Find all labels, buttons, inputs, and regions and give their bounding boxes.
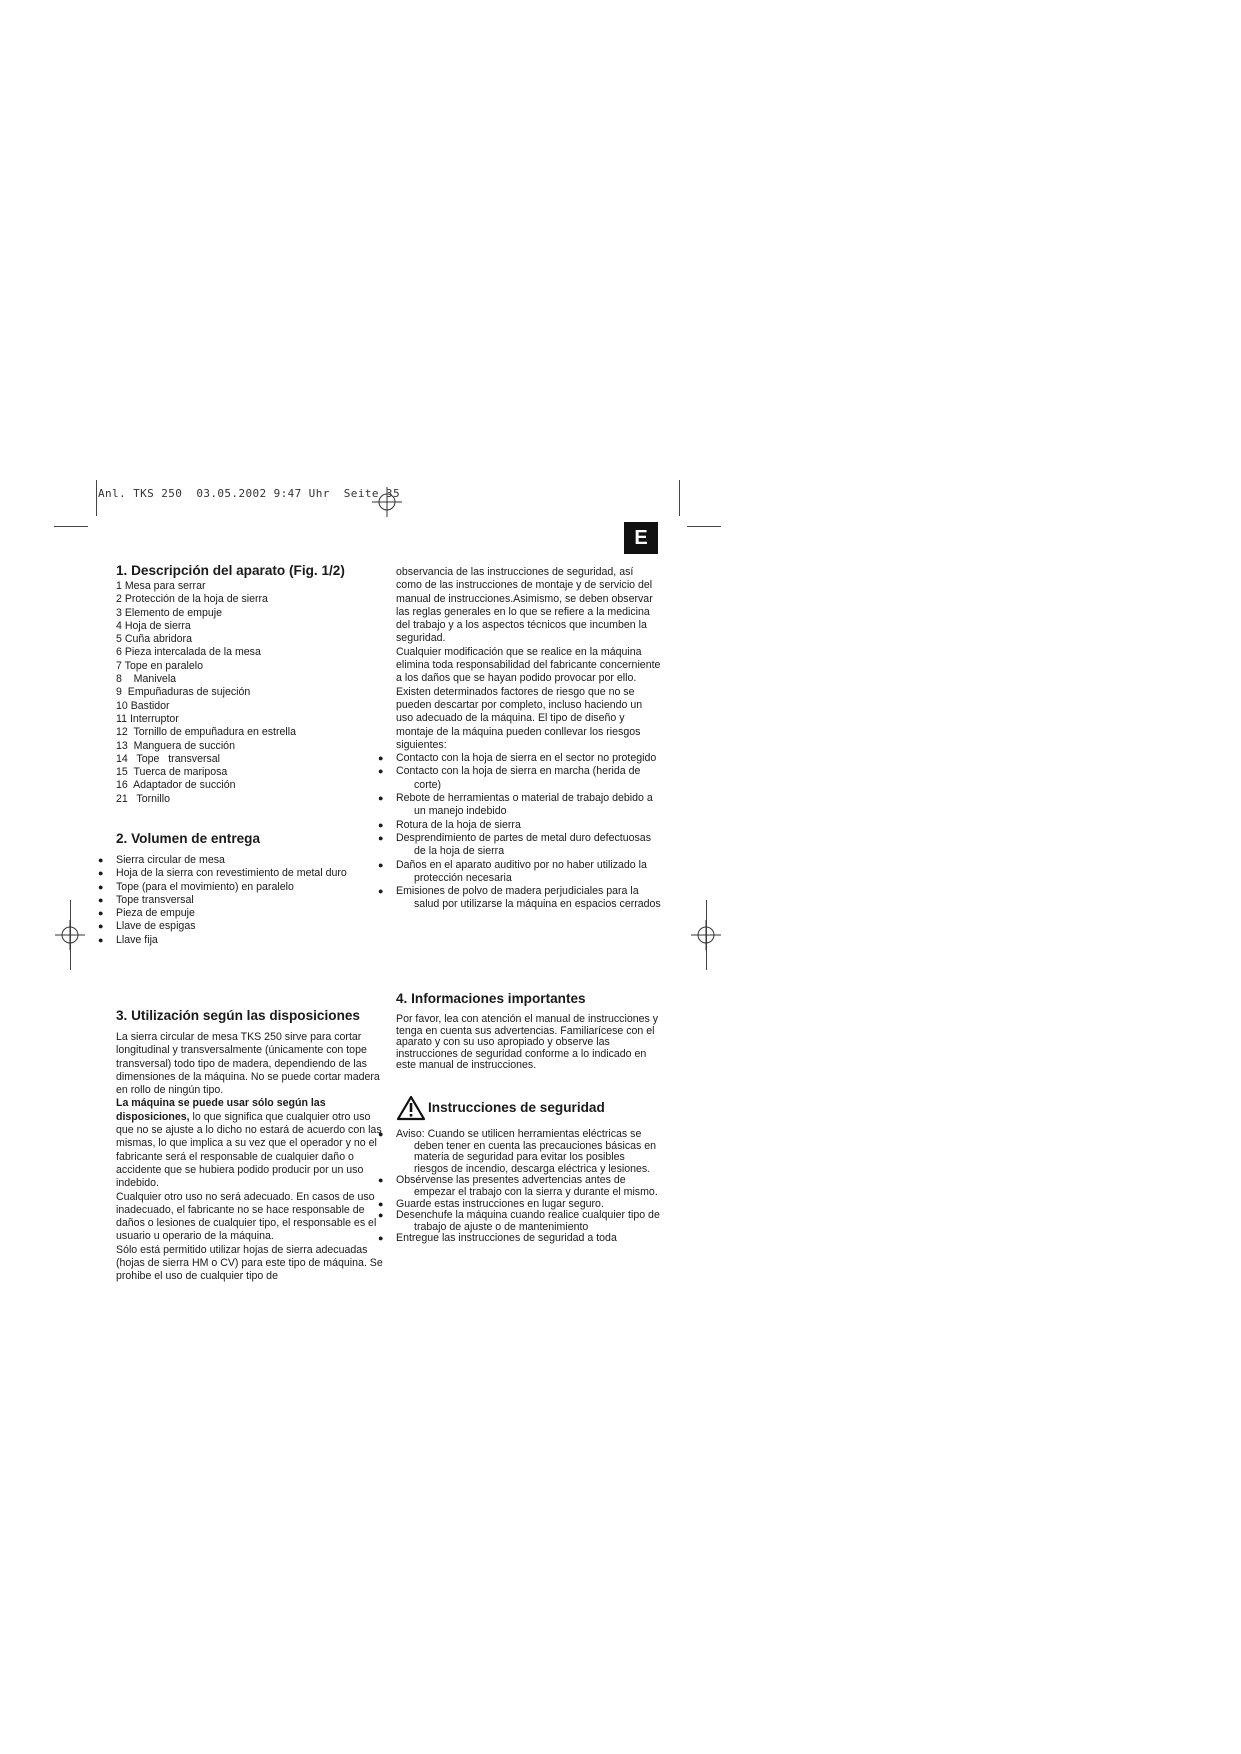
print-slug: Anl. TKS 250 03.05.2002 9:47 Uhr Seite 35: [98, 487, 400, 500]
list-item: ● Sierra circular de mesa: [116, 854, 384, 867]
list-item: ● Guarde estas instrucciones en lugar seguro.: [396, 1199, 661, 1211]
list-item: 7 Tope en paralelo: [116, 659, 203, 672]
list-item: 1 Mesa para serrar: [116, 580, 206, 592]
list-item: 9 Empuñaduras de sujeción: [116, 686, 251, 699]
list-item: ● Emisiones de polvo de madera perjudiciales para la salud por utilizarse la máquina en espacios cerrados: [396, 885, 661, 912]
list-item: ● Tope transversal: [116, 894, 384, 907]
paragraph: Sólo está permitido utilizar hojas de sierra adecuadas (hojas de sierra HM o CV) para este tipo de máquina. Se prohibe el uso de cualquier tipo de: [116, 1243, 383, 1283]
paragraph: La sierra circular de mesa TKS 250 sirve para cortar longitudinal y transversalmente (únicamente con tope transversal) todo tipo de madera, dependiendo de las dimensiones de la máquina. No se puede cortar madera en rollo de ningún tipo.: [116, 1031, 380, 1097]
paragraph: Existen determinados factores de riesgo que no se pueden descartar por completo, incluso haciendo un uso adecuado de la máquina. El tipo de diseño y montaje de la máquina pueden conllevar los riesgos siguientes:: [396, 685, 643, 751]
list-item: 8 Manivela: [116, 673, 177, 686]
section-4-title: 4. Informaciones importantes: [396, 991, 586, 1006]
safety-title: Instrucciones de seguridad: [428, 1100, 605, 1115]
list-item: ● Entregue las instrucciones de seguridad a toda: [396, 1233, 661, 1245]
list-item: 2 Protección de la hoja de sierra: [116, 593, 268, 606]
list-item: 6 Pieza intercalada de la mesa: [116, 646, 261, 659]
list-item: 3 Elemento de empuje: [116, 606, 223, 619]
list-item: 4 Hoja de sierra: [116, 619, 191, 632]
crop-mark: [687, 526, 721, 527]
list-item: ● Llave de espigas: [116, 920, 384, 933]
list-item: ● Rotura de la hoja de sierra: [396, 819, 661, 832]
paragraph: Cualquier modificación que se realice en la máquina elimina toda responsabilidad del fabricante concerniente a los daños que se hayan podido provocar por ello.: [396, 645, 661, 685]
parts-list: [116, 580, 384, 806]
list-item: ● Daños en el aparato auditivo por no haber utilizado la protección necesaria: [396, 859, 661, 886]
list-item: ● Desprendimiento de partes de metal duro defectuosas de la hoja de sierra: [396, 832, 661, 859]
warning-triangle-icon: [396, 1095, 426, 1121]
crop-mark: [96, 480, 97, 516]
section-3-title: 3. Utilización según las disposiciones: [116, 1008, 360, 1023]
important-info-section: [396, 990, 661, 1072]
paragraph: [116, 1097, 384, 1190]
crop-mark: [679, 480, 680, 516]
list-item: 12 Tornillo de empuñadura en estrella: [116, 726, 297, 739]
safety-list: [396, 1129, 661, 1245]
section-2-title: 2. Volumen de entrega: [116, 831, 261, 846]
list-item: 15 Tuerca de mariposa: [116, 766, 228, 779]
list-item: ● Hoja de la sierra con revestimiento de metal duro: [116, 867, 364, 880]
list-item: ● Obsérvense las presentes advertencias antes de empezar el trabajo con la sierra y durante el mismo.: [396, 1175, 661, 1198]
registration-mark-icon: [55, 920, 85, 950]
list-item: ● Contacto con la hoja de sierra en el sector no protegido: [396, 752, 661, 765]
right-column: [396, 566, 661, 912]
list-item: 5 Cuña abridora: [116, 633, 192, 646]
list-item: 11 Interruptor: [116, 712, 179, 725]
paragraph-text: lo que significa que cualquier otro uso que no se ajuste a lo dicho no estará de acuerdo con las mismas, lo que implica a su vez que el operador y no el fabricante será el responsable de cualquier daño o accidente que se hubiera podido producir por un uso indebido.: [116, 1110, 382, 1190]
safety-section: [396, 1095, 661, 1245]
list-item: ● Contacto con la hoja de sierra en marcha (herida de corte): [396, 765, 661, 792]
language-tab: E: [624, 522, 658, 554]
list-item: 16 Adaptador de succión: [116, 779, 236, 792]
registration-mark-icon: [691, 920, 721, 950]
list-item: ● Llave fija: [116, 934, 384, 947]
intended-use-section: [116, 1007, 384, 1284]
crop-mark: [54, 526, 88, 527]
risk-list: [396, 752, 661, 912]
left-column: [116, 562, 384, 806]
paragraph: observancia de las instrucciones de seguridad, así como de las instrucciones de montaje y de servicio del manual de instrucciones.Asimismo, se deben observar las reglas generales en lo que se refiere a la medicina del trabajo y a los aspectos técnicos que incumben la seguridad.: [396, 566, 653, 645]
delivery-list: [116, 854, 384, 947]
safety-heading: [396, 1095, 661, 1121]
list-item: ● Aviso: Cuando se utilicen herramientas eléctricas se deben tener en cuenta las precauciones básicas en materia de seguridad para evitar los posibles riesgos de incendio, descarga eléctrica y lesiones.: [396, 1129, 661, 1175]
section-1-title: 1. Descripción del aparato (Fig. 1/2): [116, 563, 345, 578]
paragraph: Por favor, lea con atención el manual de instrucciones y tenga en cuenta sus advertencias. Familiarícese con el aparato y con su uso apropiado y observe las instrucciones de seguridad conforme a lo indicado en este manual de instrucciones.: [396, 1013, 659, 1072]
list-item: 13 Manguera de succión: [116, 739, 235, 752]
list-item: ● Desenchufe la máquina cuando realice cualquier tipo de trabajo de ajuste o de mantenimiento: [396, 1210, 661, 1233]
paragraph: Cualquier otro uso no será adecuado. En casos de uso inadecuado, el fabricante no se hace responsable de daños o lesiones de cualquier tipo, el responsable es el usuario u operario de la máquina.: [116, 1190, 377, 1243]
list-item: ● Pieza de empuje: [116, 907, 384, 920]
list-item: ● Rebote de herramientas o material de trabajo debido a un manejo indebido: [396, 792, 661, 819]
delivery-section: [116, 830, 384, 947]
list-item: ● Tope (para el movimiento) en paralelo: [116, 881, 384, 894]
list-item: 14 Tope transversal: [116, 752, 221, 765]
bold-text: La máquina se puede usar sólo según las disposiciones,: [116, 1097, 326, 1123]
list-item: 10 Bastidor: [116, 699, 170, 712]
list-item: 21 Tornillo: [116, 792, 170, 805]
